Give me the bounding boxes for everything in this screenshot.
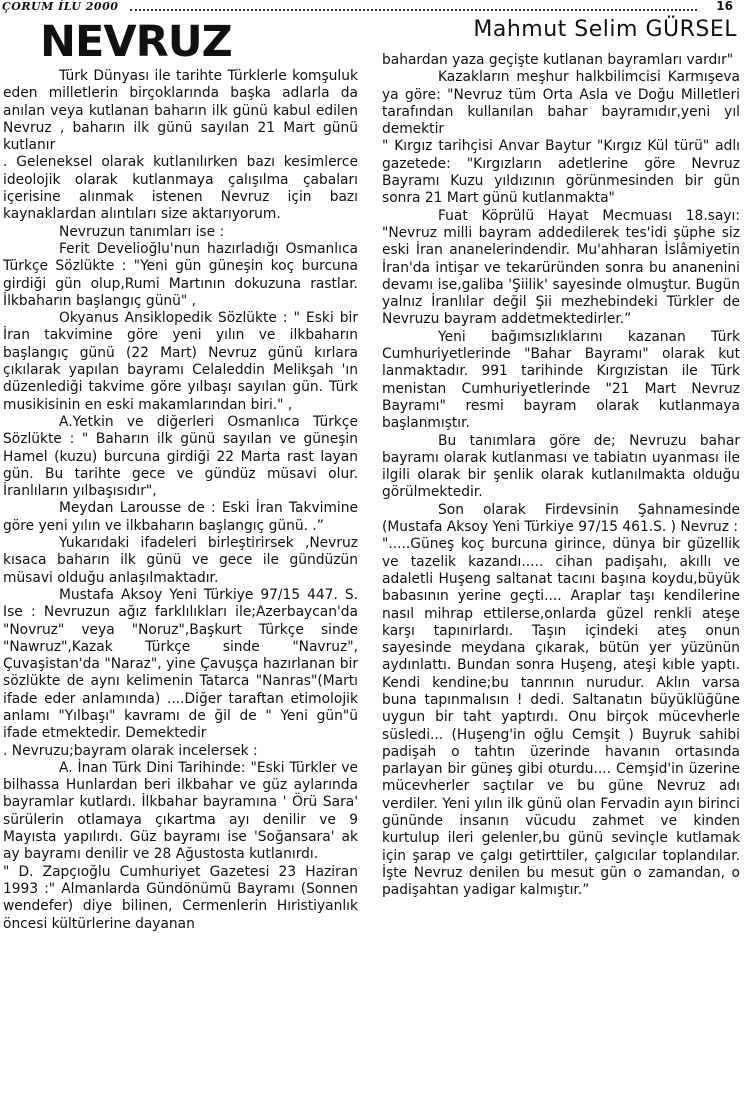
paragraph: Nevruzun tanımları ise : <box>59 223 225 240</box>
article-author: Mahmut Selim GÜRSEL <box>473 17 737 42</box>
publication-name: ÇORUM İLU 2000 <box>2 0 119 13</box>
paragraph: " Kırgız tarihçisi Anvar Baytur "Kırgız Kül türü" adlı gazetede: "Kırgızların adetlerine göre Nevruz Bayramı Kuzu yıldızının görünmesinden bir gün sonra 21 Mart günü kutlanmakta" <box>382 138 740 207</box>
paragraph: . Nevruzu;bayram olarak incelersek : <box>3 742 258 759</box>
paragraph: Meydan Larousse de : Eski İran Takvimine göre yeni yılın ve ilkbaharın başlangıç günü. .” <box>3 500 358 534</box>
paragraph: Yeni bağımsızlıklarını kazanan Türk Cumhuriyetlerinde "Bahar Bayramı" olarak kut lanmaktadır. 991 tarihinde Kırgızistan ile Türk menistan Cumhuriyetlerinde "21 Mart Nevruz Bayramı" resmi bayram olarak kutlanmaya başlanmıştır. <box>382 328 740 432</box>
right-column <box>382 52 740 900</box>
page-header <box>2 0 737 16</box>
paragraph: Türk Dünyası ile tarihte Türklerle komşuluk eden milletlerin birçoklarında başka adlarla da anılan veya kutlanan baharın ilk günü kabul edilen Nevruz , baharın ilk günü sayılan 21 Mart günü kutlanır <box>3 68 358 154</box>
page-number: 16 <box>716 0 733 13</box>
paragraph: Mustafa Aksoy Yeni Türkiye 97/15 447. S. Ise : Nevruzun ağız farklılıkları ile;Azerbaycan'da "Novruz" veya "Noruz",Başkurt Türkçe sinde "Nawruz",Kazak Türkçe sinde "Navruz", Çuvaşistan'da "Naraz", yine Çavuşça hazırlanan bir sözlükte de aynı kelimenin Tatarca "Nanras"(Martı ifade eder anlamında) ....Diğer taraftan etimolojik anlamı "Yılbaşı" kavramı de ğil de " Yeni gün"ü ifade etmektedir. Demektedir <box>3 586 358 742</box>
paragraph: ".....Güneş koç burcuna girince, dünya bir güzellik ve tazelik kazandı..... cihan padişahı, akıllı ve adaletli Huşeng saltanat tacını başına koydu,büyük babasının yerine geçti.... Araplar taşı kendilerine nasıl mihrap ettilerse,onlarda güzel renkli ateşe karşı tapınırlardı. Taşın içindeki ateş onun sayesinde meydana çıkarak, bütün yer yüzünün aydınlattı. Bundan sonra Huşeng, ateşi kıble yaptı. Kendi kendine;bu tanrının nurudur. Aklın varsa buna tapınmalısın ! dedi. Saltanatın büyüklüğüne uygun bir taht yaptırdı. Onu birçok mücevherle süsledi... (Huşeng'in oğlu Cemşit ) Buyruk sahibi padişah o tahtın üzerinde havanın ortasında parlayan bir güneş gibi oturdu.... Cemşid'in üzerine mücevherler saçtılar ve bu güne Nevruz adı verdiler. Yeni yılın ilk günü olan Fervadin ayın birinci gününde insanın vücudu zahmet ve kinden kurtulup ileri gelenler,bu günü sevinçle kutlamak için şarap ve çalgı getirttiler, çalgıcılar toplandılar. İşte Nevruz denilen bu mesut gün o zamandan, o padişahtan yadigar kalmıştır.” <box>382 536 740 899</box>
paragraph: bahardan yaza geçişte kutlanan bayramları vardır" <box>382 52 734 68</box>
paragraph: Bu tanımlara göre de; Nevruzu bahar bayramı olarak kutlanması ve tabiatın uyanması ile ilgili olarak bir şenlik olarak kutlanılmakta olduğu görülmektedir. <box>382 432 740 501</box>
paragraph: Ferit Develioğlu'nun hazırladığı Osmanlıca Türkçe Sözlükte : "Yeni gün güneşin koç burcuna girdiği gün olup,Rumi Martının dokuzuna rastlar. İlkbaharın başlangıç günü" , <box>3 240 358 309</box>
paragraph: " D. Zapçıoğlu Cumhuriyet Gazetesi 23 Haziran 1993 :" Almanlarda Gündönümü Bayramı (Sonnen wendefer) diye bilinen, Cermenlerin Hıristiyanlık öncesi kültürlerine dayanan <box>3 863 358 932</box>
paragraph: Kazakların meşhur halkbilimcisi Karmışeva ya göre: "Nevruz tüm Orta Asla ve Doğu Milletleri tarafından kullanılan bahar bayramıdır,yeni yıl demektir <box>382 69 740 138</box>
header-dotted-rule <box>130 9 697 11</box>
paragraph: Fuat Köprülü Hayat Mecmuası 18.sayı: "Nevruz milli bayram addedilerek tes'idi şüphe siz eski İran ananelerindendir. Mu'ahharan İslâmiyetin İran'da intişar ve tekarüründen sonra bu ananenini devamı ise,galiba 'Şiilik' sayesinde olmuştur. Bugün yalnız İranlılar değil Şii mezhebindeki Türkler de Nevruzu bayram addetmektedirler.” <box>382 207 740 328</box>
left-column <box>3 68 358 933</box>
article-title: NEVRUZ <box>40 17 232 67</box>
paragraph: Okyanus Ansiklopedik Sözlükte : " Eski bir İran takvimine göre yeni yılın ve ilkbaharın başlangıç günü (22 Mart) Nevruz günü kırlara çıkılarak yapılan bayramı Celaleddin Melikşah 'ın düzenlediği takvime göre yılbaşı sayılan gün. Türk musikisinin en eski makamlarından biri." , <box>3 310 358 413</box>
paragraph: Yukarıdaki ifadeleri birleştirirsek ,Nevruz kısaca baharın ilk günü ve gece ile gündüzün müsavi olduğu anlaşılmaktadır. <box>3 535 358 586</box>
paragraph: A. İnan Türk Dini Tarihinde: "Eski Türkler ve bilhassa Hunlardan beri ilkbahar ve güz aylarında bayramlar kutlardı. İlkbahar bayramına ' Örü Sara' sürülerin otlamaya çıkartma ayı denilir ve 9 Mayısta yapılırdı. Güz bayramı ise 'Soğansara' ak ay bayramı denilir ve 28 Ağustosta kutlanırdı. <box>3 759 358 863</box>
paragraph: . Geleneksel olarak kutlanılırken bazı kesimlerce ideolojik olarak kutlanmaya çalışılma çabaları içerisine alınmak istenen Nevruz için bazı kaynaklardan alıntıları size aktarıyorum. <box>3 154 358 223</box>
paragraph: A.Yetkin ve diğerleri Osmanlıca Türkçe Sözlükte : " Baharın ilk günü sayılan ve güneşin Hamel (kuzu) burcuna girdiği 22 Marta rast layan gün. Bu tarihte gece ve gündüz müsavi olur. İranlıların yılbaşısıdır", <box>3 413 358 500</box>
paragraph: Son olarak Firdevsinin Şahnamesinde (Mustafa Aksoy Yeni Türkiye 97/15 461.S. ) Nevruz : <box>382 501 740 536</box>
